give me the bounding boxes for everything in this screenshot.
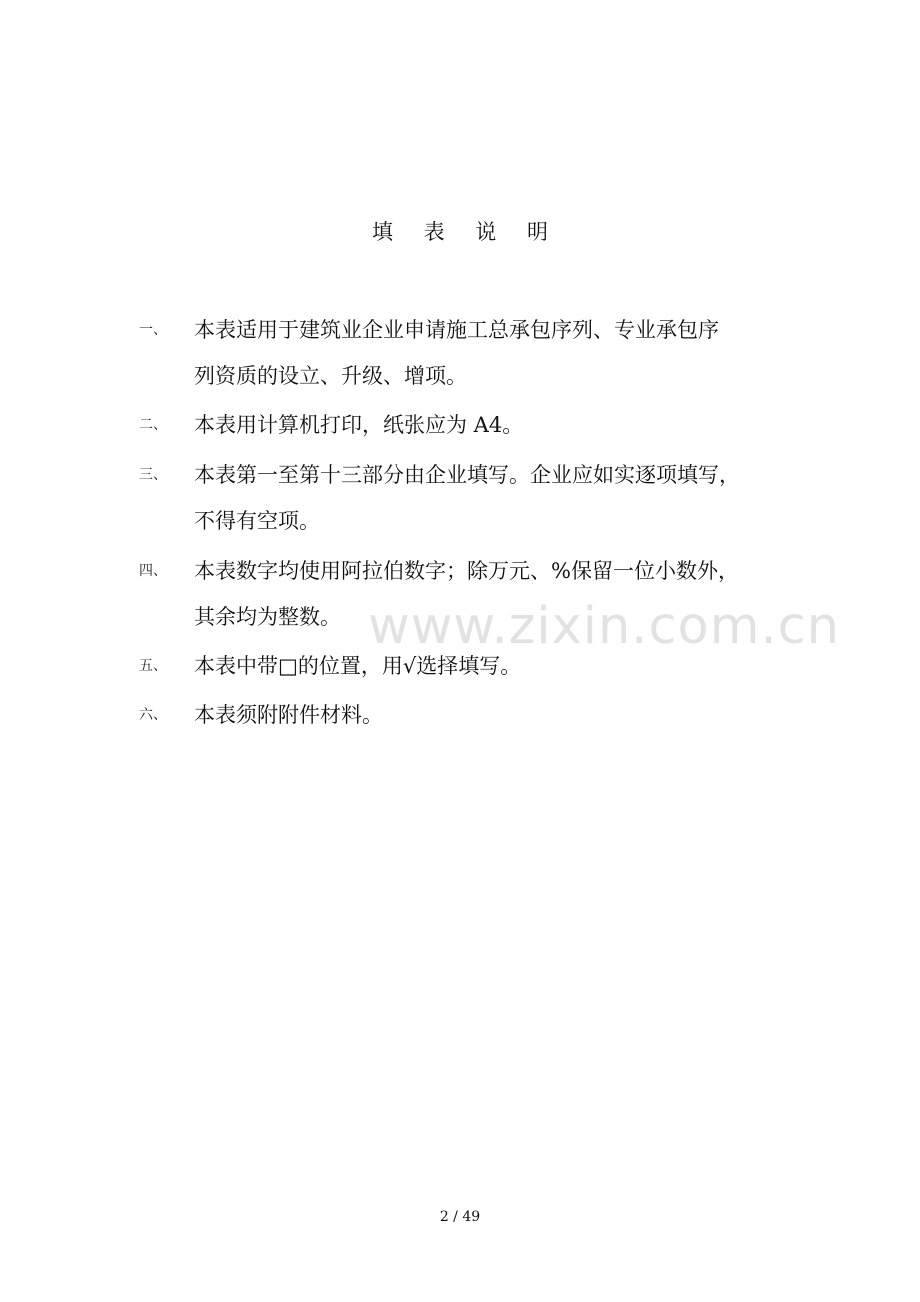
item-number: 三、: [139, 467, 167, 483]
item-number: 一、: [139, 322, 167, 338]
item-text-line: 本表适用于建筑业企业申请施工总承包序列、专业承包序: [194, 318, 719, 342]
item-number: 二、: [139, 417, 167, 433]
item-text-line: 本表须附附件材料。: [194, 703, 383, 727]
item-text-line: 其余均为整数。: [194, 605, 341, 629]
page-number: 2 / 49: [439, 1209, 481, 1225]
item-text-line: 本表第一至第十三部分由企业填写。企业应如实逐项填写，: [194, 463, 740, 487]
page-title: 填 表 说 明: [371, 220, 561, 244]
item-text-line: 本表中带□的位置，用√选择填写。: [194, 654, 522, 678]
item-text-line: 列资质的设立、升级、增项。: [194, 364, 467, 388]
item-text-line: 本表用计算机打印，纸张应为 A4。: [194, 413, 524, 437]
item-number: 四、: [139, 563, 167, 579]
watermark: www.zixin.com.cn: [368, 597, 840, 656]
item-text-line: 本表数字均使用阿拉伯数字；除万元、%保留一位小数外，: [194, 559, 739, 583]
item-number: 六、: [139, 707, 167, 723]
item-text-line: 不得有空项。: [194, 509, 320, 533]
item-number: 五、: [139, 658, 167, 674]
